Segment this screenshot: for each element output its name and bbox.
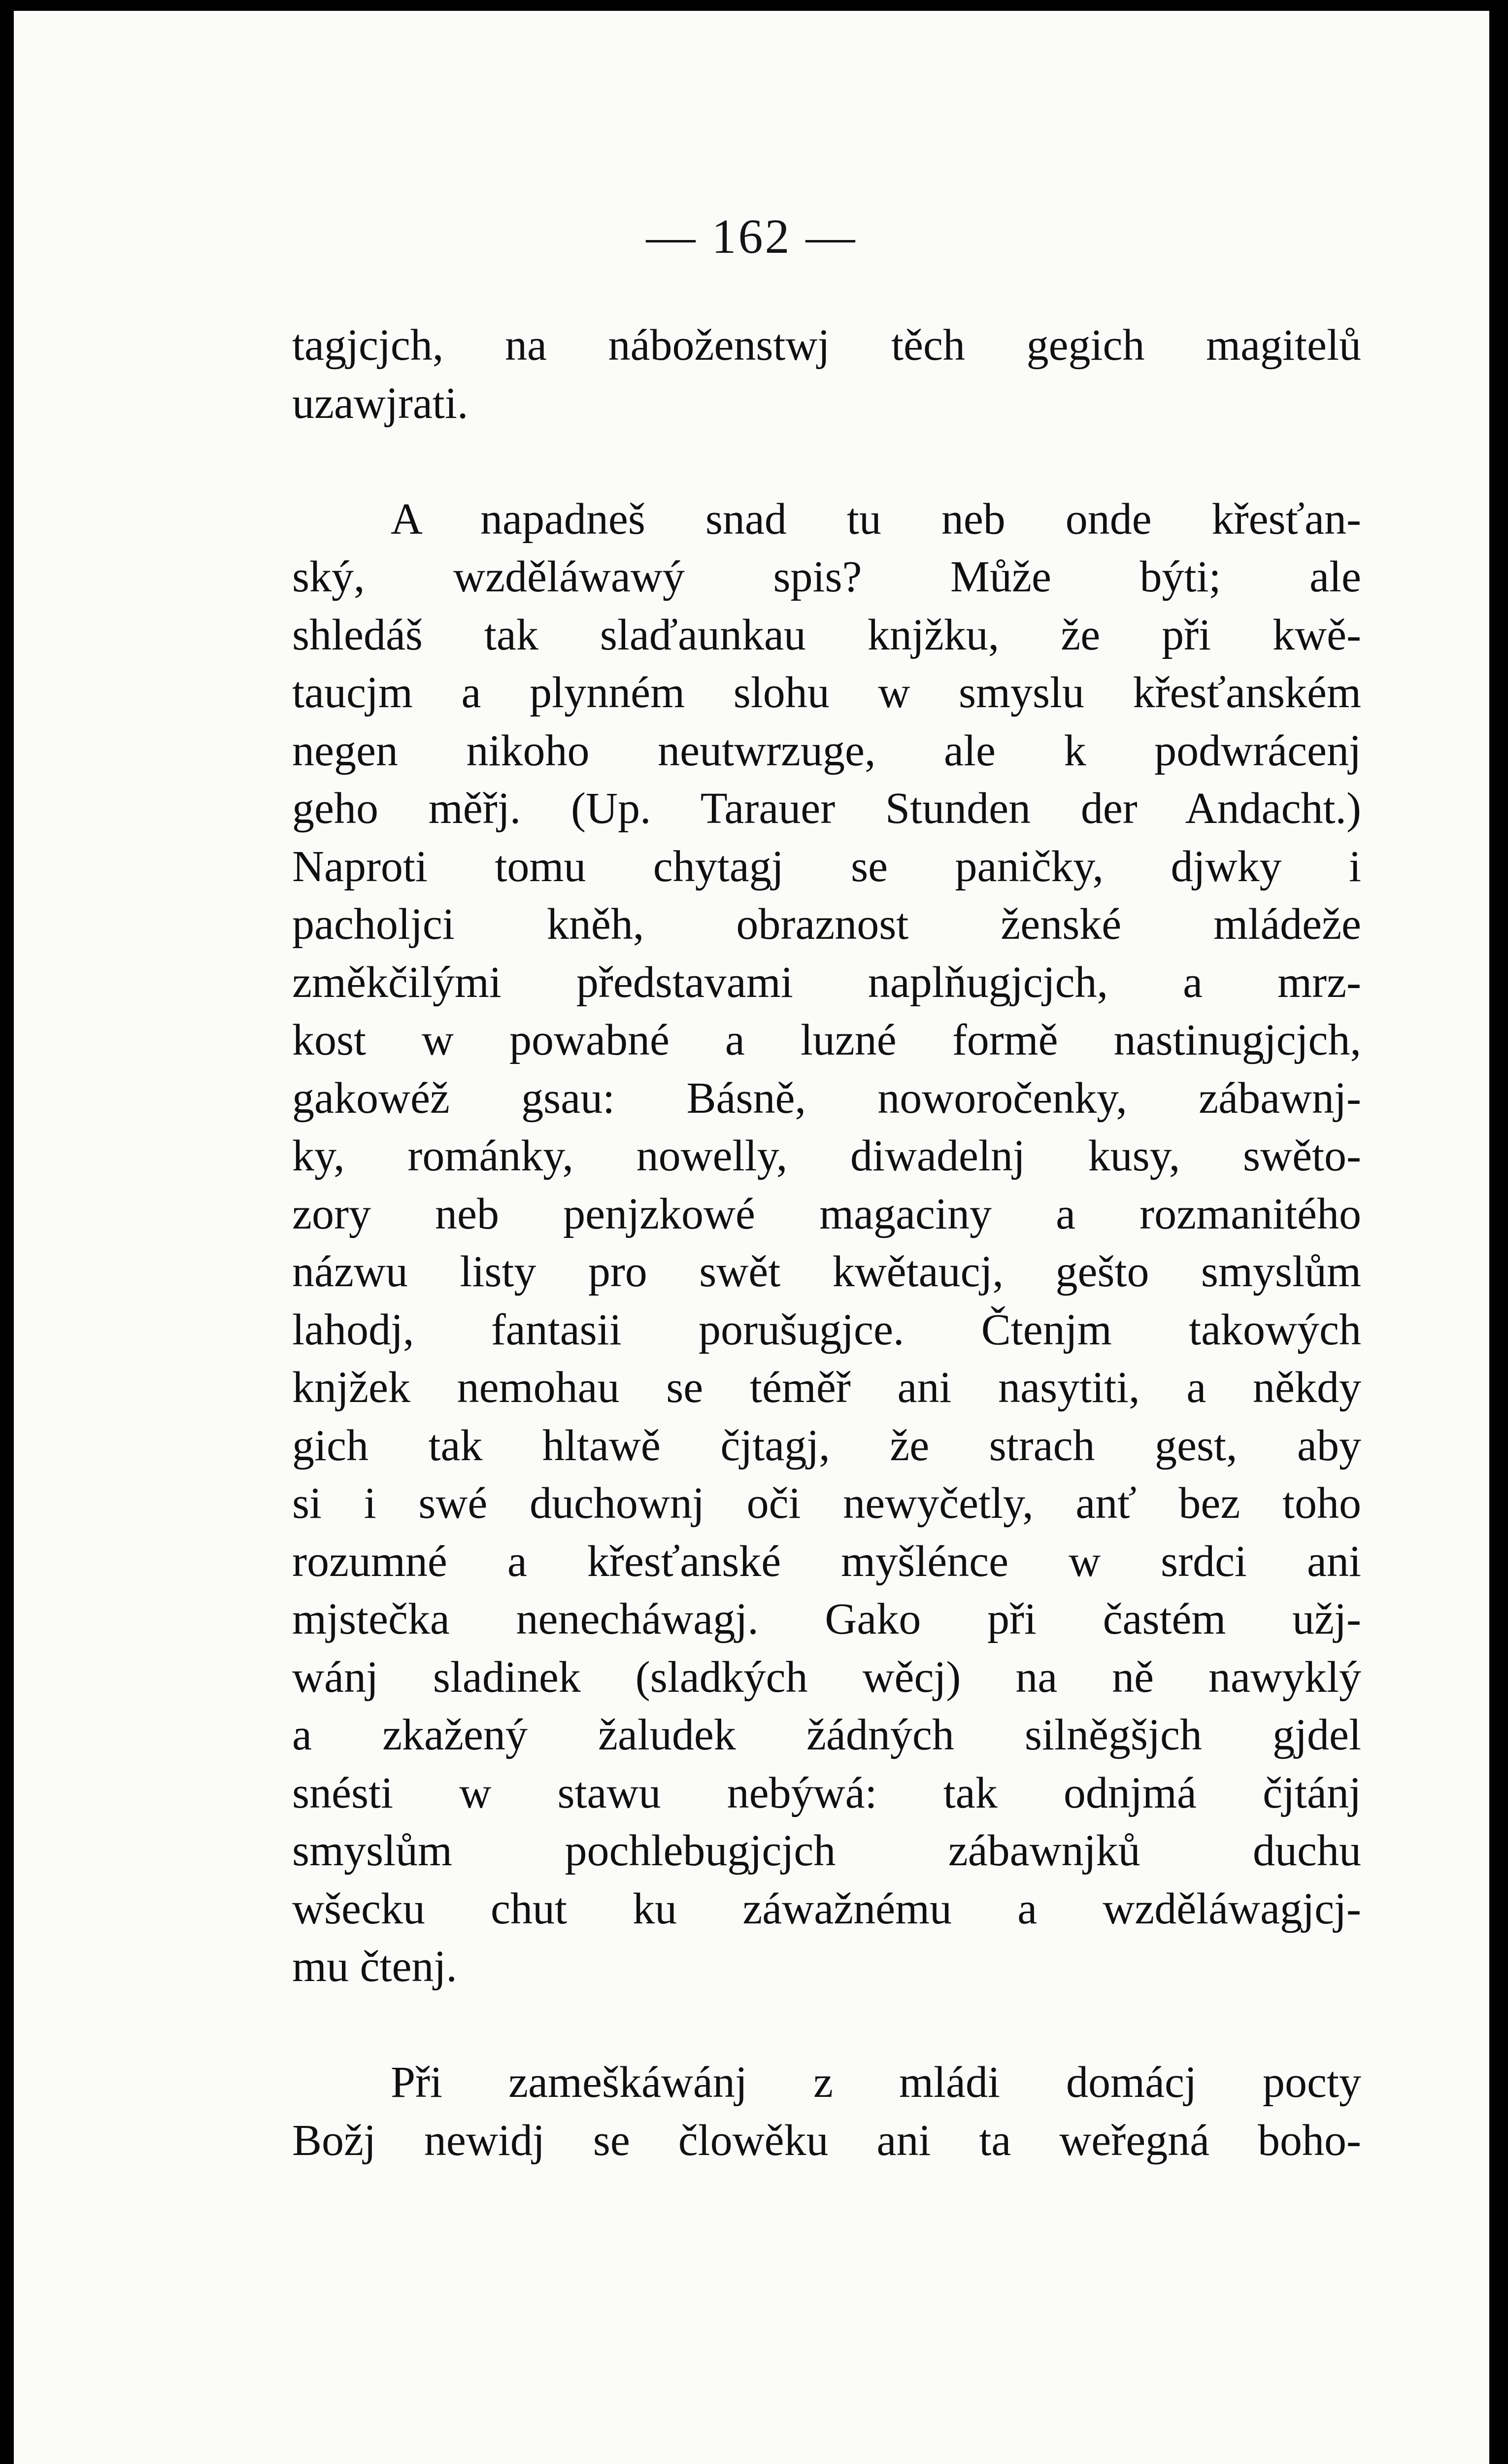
paragraph-gap [292,1996,1361,2054]
text-line: taucjm a plynném slohu w smyslu křesťanském [292,668,1361,717]
text-line: A napadneš snad tu neb onde křesťan- [391,494,1361,544]
text-line: shledáš tak slaďaunkau knjžku, že při kwě- [292,610,1361,659]
text-line: gakowéž gsau: Básně, noworočenky, zábawnj- [292,1073,1361,1123]
paragraph-gap [292,432,1361,490]
text-line: rozumné a křesťanské myšlénce w srdci ani [292,1537,1361,1586]
text-line: a zkažený žaludek žádných silněgšjch gjdel [292,1711,1361,1759]
text-line: uzawjrati. [292,378,469,428]
text-line: pacholjci kněh, obraznost ženské mládeže [292,900,1361,949]
text-line: wánj sladinek (sladkých wěcj) na ně nawyklý [292,1652,1361,1702]
text-line: změkčilými představami naplňugjcjch, a mrz- [292,958,1361,1007]
text-line: si i swé duchownj oči newyčetly, anť bez toho [292,1479,1361,1528]
text-line: mjstečka nenecháwagj. Gako při častém užj- [292,1595,1361,1643]
text-line: lahodj, fantasii porušugjce. Čtenjm takowých [292,1305,1361,1354]
page-number: — 162 — [646,209,857,264]
text-line: Naproti tomu chytagj se paničky, djwky i [292,842,1361,891]
text-line: ky, románky, nowelly, diwadelnj kusy, swěto- [292,1131,1361,1180]
text-line: mu čtenj. [292,1942,457,1991]
text-line: geho měřj. (Up. Tarauer Stunden der Andacht.) [292,784,1361,833]
text-line: knjžek nemohau se téměř ani nasytiti, a někdy [292,1363,1361,1412]
text-line: gich tak hltawě čjtagj, že strach gest, aby [292,1421,1361,1470]
text-line: wšecku chut ku záwažnému a wzděláwagjcj- [292,1884,1361,1933]
text-line: Božj newidj se člowěku ani ta weřegná boho- [292,2116,1361,2165]
text-line: ský, wzděláwawý spis? Může býti; ale [292,552,1361,601]
text-line: názwu listy pro swět kwětaucj, gešto smyslům [292,1247,1361,1296]
text-line: zory neb penjzkowé magaciny a rozmanitého [292,1189,1361,1238]
text-line: snésti w stawu nebýwá: tak odnjmá čjtánj [292,1768,1361,1817]
body-text [292,316,1361,2169]
text-line: Při zameškáwánj z mládi domácj pocty [391,2058,1361,2107]
text-line: kost w powabné a luzné formě nastinugjcjch, [292,1016,1361,1064]
text-line: negen nikoho neutwrzuge, ale k podwrácenj [292,726,1361,775]
text-line: tagjcjch, na náboženstwj těch gegich magitelů [292,321,1361,370]
book-page [14,11,1489,2464]
text-line: smyslům pochlebugjcjch zábawnjků duchu [292,1826,1361,1875]
